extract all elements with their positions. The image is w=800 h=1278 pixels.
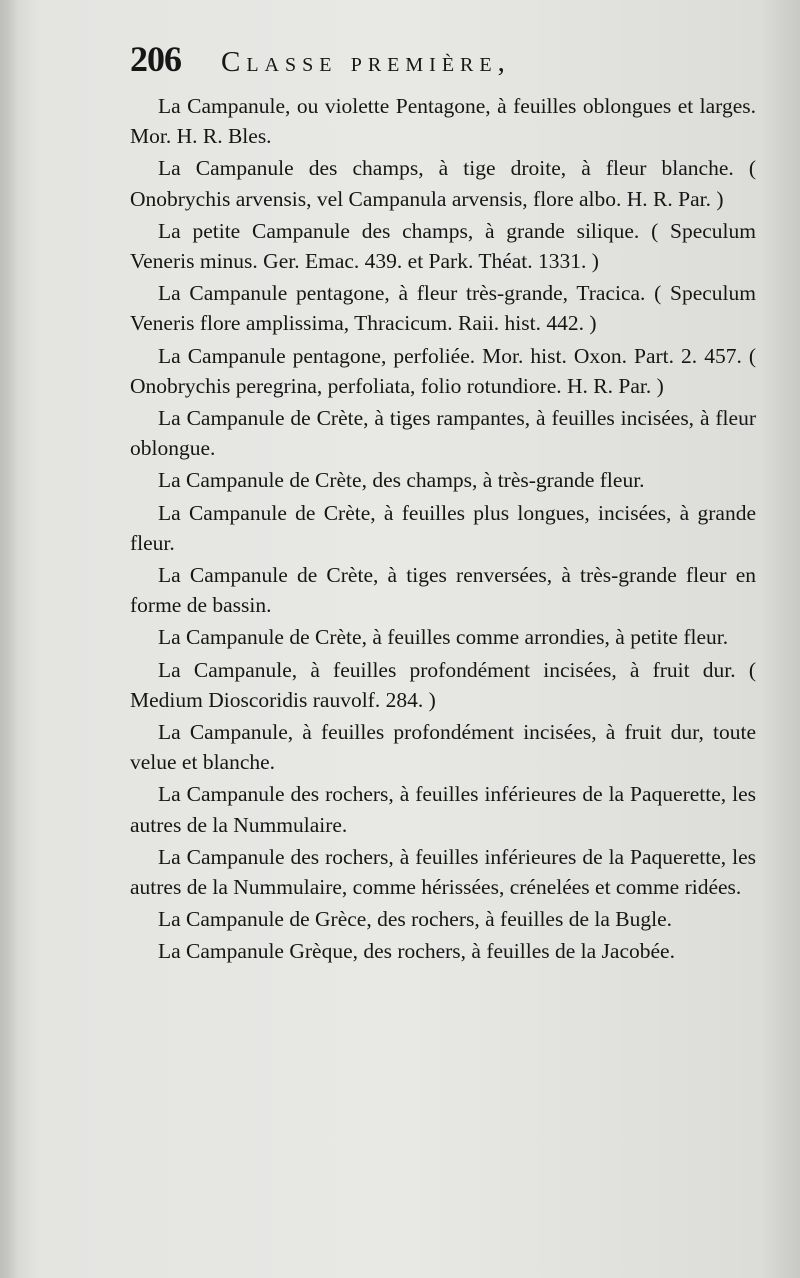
entry-14: La Campanule des rochers, à feuilles inférieures de la Paquerette, les autres de la Nummulaire, comme hérissées, crénelées et comme ridées. [130, 844, 756, 900]
entry-8: La Campanule de Crète, à feuilles plus longues, incisées, à grande fleur. [130, 500, 756, 555]
entry-11: La Campanule, à feuilles profondément incisées, à fruit dur. ( Medium Dioscoridis rauvolf. 284. ) [130, 657, 756, 712]
page-gutter-shadow [0, 0, 18, 1278]
entry-16: La Campanule Grèque, des rochers, à feuilles de la Jacobée. [158, 939, 675, 964]
page-header [130, 38, 756, 88]
entry-9: La Campanule de Crète, à tiges renversées, à très-grande fleur en forme de bassin. [130, 563, 756, 618]
running-head: Classe première, [221, 46, 511, 78]
entry-list [130, 91, 756, 967]
entry-13: La Campanule des rochers, à feuilles inférieures de la Paquerette, les autres de la Nummulaire. [130, 782, 756, 837]
entry-2: La Campanule des champs, à tige droite, à fleur blanche. ( Onobrychis arvensis, vel Campanula arvensis, flore albo. H. R. Par. ) [130, 156, 756, 211]
entry-15: La Campanule de Grèce, des rochers, à feuilles de la Bugle. [158, 907, 672, 932]
entry-4: La Campanule pentagone, à fleur très-grande, Tracica. ( Speculum Veneris flore amplissima, Thracicum. Raii. hist. 442. ) [130, 281, 756, 336]
entry-10: La Campanule de Crète, à feuilles comme arrondies, à petite fleur. [158, 625, 729, 650]
entry-6: La Campanule de Crète, à tiges rampantes, à feuilles incisées, à fleur oblongue. [130, 406, 756, 461]
entry-12: La Campanule, à feuilles profondément incisées, à fruit dur, toute velue et blanche. [130, 720, 756, 775]
entry-3: La petite Campanule des champs, à grande silique. ( Speculum Veneris minus. Ger. Emac. 439. et Park. Théat. 1331. ) [130, 218, 756, 274]
entry-1: La Campanule, ou violette Pentagone, à feuilles oblongues et larges. Mor. H. R. Bles. [130, 94, 756, 149]
entry-7: La Campanule de Crète, des champs, à très-grande fleur. [158, 468, 645, 493]
page-number: 206 [130, 39, 181, 79]
entry-5: La Campanule pentagone, perfoliée. Mor. hist. Oxon. Part. 2. 457. ( Onobrychis peregrina, perfoliata, folio rotundiore. H. R. Par. ) [130, 343, 756, 398]
